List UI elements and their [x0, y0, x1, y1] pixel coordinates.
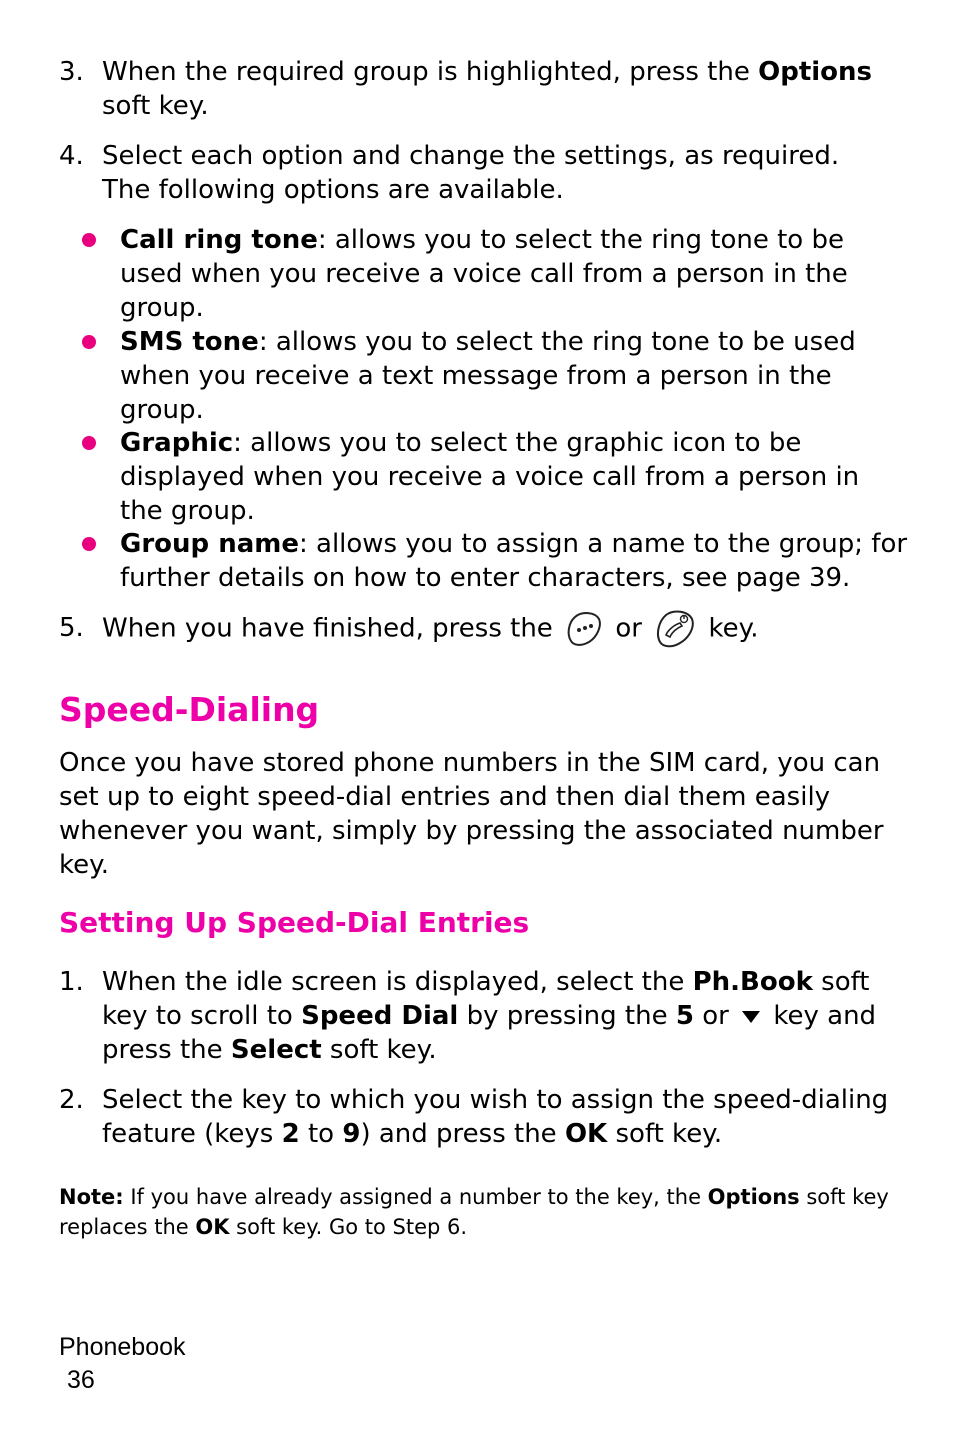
step-text: Select the key to which you wish to assign the speed-dialing feature (keys 2 to 9) and press the OK soft key.: [102, 1085, 889, 1149]
bullet-dot-icon: [82, 537, 96, 551]
step-text: When the idle screen is displayed, select the Ph.Book soft key to scroll to Speed Dial by pressing the 5 or key and press the Select soft key.: [102, 967, 877, 1065]
option-item: Group name: allows you to assign a name to the group; for further details on how to enter characters, see page 39.: [120, 529, 908, 593]
step-text: When you have finished, press the or key.: [102, 608, 902, 650]
bullet-dot-icon: [82, 335, 96, 349]
step-number: 1.: [59, 967, 84, 997]
section-title: Speed-Dialing: [59, 690, 320, 729]
step-text: Select each option and change the settings, as required. The following options are available.: [102, 141, 840, 205]
bullet-dot-icon: [82, 436, 96, 450]
footer-section-name: Phonebook: [59, 1333, 186, 1361]
step-number: 2.: [59, 1085, 84, 1115]
option-item: Graphic: allows you to select the graphic icon to be displayed when you receive a voice call from a person in the group.: [120, 428, 860, 526]
page-number: 36: [67, 1366, 95, 1394]
options-term: Options: [758, 57, 873, 87]
step-text: When the required group is highlighted, press the Options soft key.: [102, 57, 873, 121]
step-number: 4.: [59, 141, 84, 171]
down-arrow-icon: [741, 1010, 761, 1024]
option-item: SMS tone: allows you to select the ring tone to be used when you receive a text message from a person in the group.: [120, 327, 856, 425]
step-number: 3.: [59, 57, 84, 87]
menu-key-icon: [565, 609, 603, 649]
subsection-title: Setting Up Speed-Dial Entries: [59, 906, 530, 939]
bullet-dot-icon: [82, 233, 96, 247]
end-key-icon: [654, 608, 696, 650]
intro-paragraph: Once you have stored phone numbers in the SIM card, you can set up to eight speed-dial entries and then dial them easily whenever you want, simply by pressing the associated number key.: [59, 748, 884, 880]
step-number: 5.: [59, 613, 84, 643]
note: Note: If you have already assigned a number to the key, the Options soft key replaces the OK soft key. Go to Step 6.: [59, 1185, 889, 1239]
option-item: Call ring tone: allows you to select the ring tone to be used when you receive a voice call from a person in the group.: [120, 225, 848, 323]
